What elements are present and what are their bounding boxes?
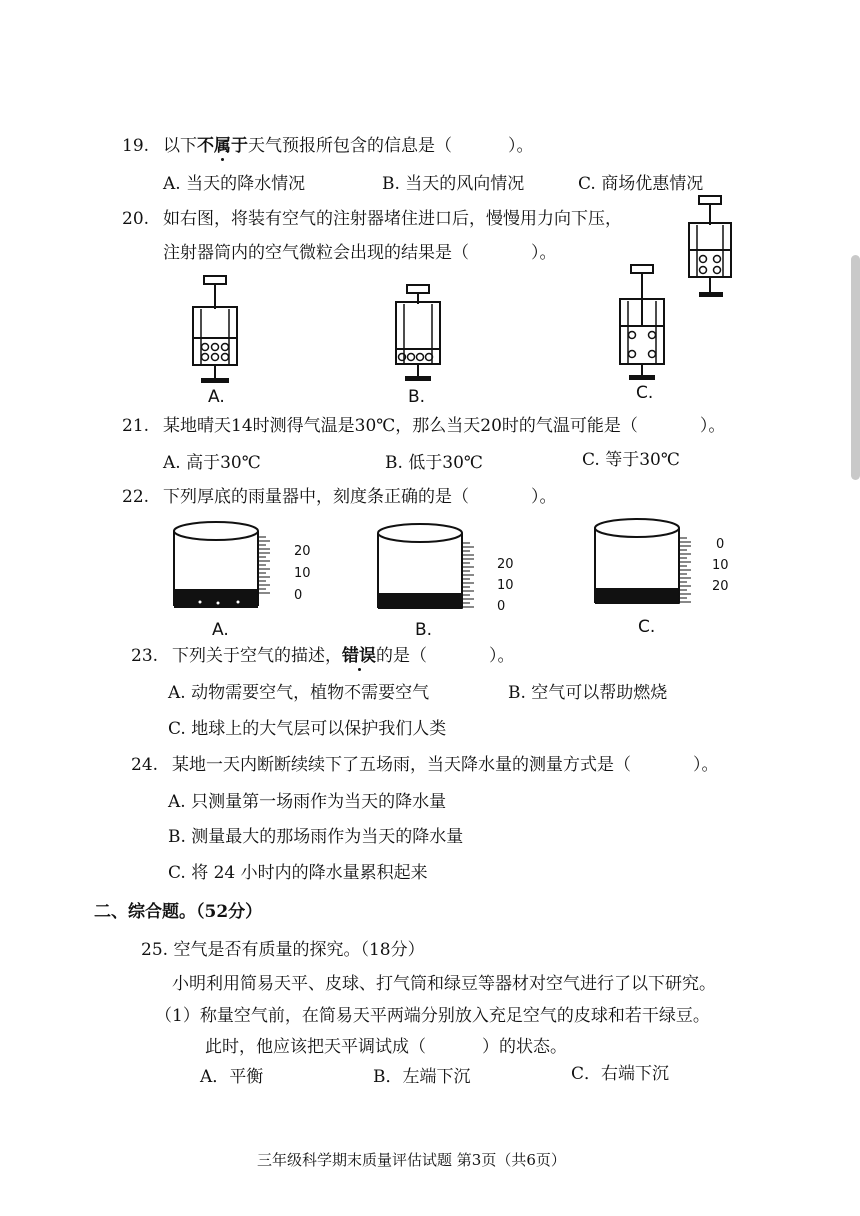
q25-sub1-line1: （1）称量空气前，在简易天平两端分别放入充足空气的皮球和若干绿豆。 <box>155 1006 710 1026</box>
q22-option-c-label[interactable]: C. <box>638 617 656 637</box>
q23-number: 23. <box>131 646 159 666</box>
q24-option-c[interactable]: C. 将 24 小时内的降水量累积起来 <box>168 863 428 883</box>
reference-syringe-image <box>680 195 740 300</box>
q23-option-a[interactable]: A. 动物需要空气，植物不需要空气 <box>168 683 430 703</box>
q24-option-b[interactable]: B. 测量最大的那场雨作为当天的降水量 <box>168 827 464 847</box>
q21-option-a[interactable]: A. 高于30℃ <box>163 453 261 473</box>
q20-option-b-syringe[interactable] <box>388 284 448 384</box>
q22-number: 22. <box>122 487 150 507</box>
q23-option-c[interactable]: C. 地球上的大气层可以保护我们人类 <box>168 719 447 739</box>
q23-emphasis: 错误 <box>342 646 376 666</box>
q22-option-a-label[interactable]: A. <box>212 620 229 640</box>
q25-title: 25. 空气是否有质量的探究。（18分） <box>141 940 425 960</box>
q22-a-tick-0: 0 <box>294 588 303 603</box>
q21-option-c[interactable]: C. 等于30℃ <box>582 450 680 470</box>
q25-sub1-line2: 此时，他应该把天平调试成（ ）的状态。 <box>205 1037 567 1057</box>
q19-number: 19. <box>122 136 150 156</box>
page-footer: 三年级科学期末质量评估试题 第3页（共6页） <box>257 1151 566 1169</box>
q24-stem: 某地一天内断断续续下了五场雨，当天降水量的测量方式是（ ）。 <box>172 755 719 775</box>
q22-b-tick-10: 10 <box>497 578 514 593</box>
q20-option-c-label[interactable]: C. <box>636 383 654 403</box>
q22-b-tick-0: 0 <box>497 599 506 614</box>
q20-stem-line1: 如右图，将装有空气的注射器堵住进口后，慢慢用力向下压， <box>163 209 622 229</box>
q25-intro: 小明利用简易天平、皮球、打气筒和绿豆等器材对空气进行了以下研究。 <box>172 974 716 994</box>
q22-c-tick-0: 0 <box>716 537 725 552</box>
q19-emphasis: 不属于 <box>197 136 248 156</box>
q22-c-tick-10: 10 <box>712 558 729 573</box>
q22-stem: 下列厚底的雨量器中，刻度条正确的是（ ）。 <box>163 487 557 507</box>
q21-option-b[interactable]: B. 低于30℃ <box>385 453 483 473</box>
q20-option-c-syringe[interactable] <box>612 264 672 382</box>
q22-a-tick-10: 10 <box>294 566 311 581</box>
q25-sub1-option-b[interactable]: B．左端下沉 <box>373 1067 471 1087</box>
q19-option-a[interactable]: A. 当天的降水情况 <box>163 174 306 194</box>
q24-number: 24. <box>131 755 159 775</box>
q22-b-tick-20: 20 <box>497 557 514 572</box>
q19-option-b[interactable]: B. 当天的风向情况 <box>382 174 525 194</box>
q23-option-b[interactable]: B. 空气可以帮助燃烧 <box>508 683 668 703</box>
q25-sub1-option-c[interactable]: C．右端下沉 <box>571 1064 670 1084</box>
q22-a-tick-20: 20 <box>294 544 311 559</box>
q21-stem: 某地晴天14时测得气温是30℃，那么当天20时的气温可能是（ ）。 <box>163 416 726 436</box>
q23-stem: 下列关于空气的描述，错误的是（ ）。 <box>172 646 515 666</box>
q24-option-a[interactable]: A. 只测量第一场雨作为当天的降水量 <box>168 792 447 812</box>
q20-option-b-label[interactable]: B. <box>408 387 426 407</box>
q20-number: 20. <box>122 209 150 229</box>
q22-option-b-label[interactable]: B. <box>415 620 433 640</box>
q25-sub1-option-a[interactable]: A．平衡 <box>200 1067 264 1087</box>
q19-stem: 以下不属于天气预报所包含的信息是（ ）。 <box>163 136 534 156</box>
vertical-scrollbar[interactable] <box>851 255 860 480</box>
q20-option-a-syringe[interactable] <box>185 275 245 387</box>
q20-option-a-label[interactable]: A. <box>208 387 225 407</box>
q19-option-c[interactable]: C. 商场优惠情况 <box>578 174 704 194</box>
q21-number: 21. <box>122 416 150 436</box>
section-2-title: 二、综合题。（52分） <box>94 902 263 922</box>
q22-c-tick-20: 20 <box>712 579 729 594</box>
q20-stem-line2: 注射器筒内的空气微粒会出现的结果是（ ）。 <box>163 243 557 263</box>
